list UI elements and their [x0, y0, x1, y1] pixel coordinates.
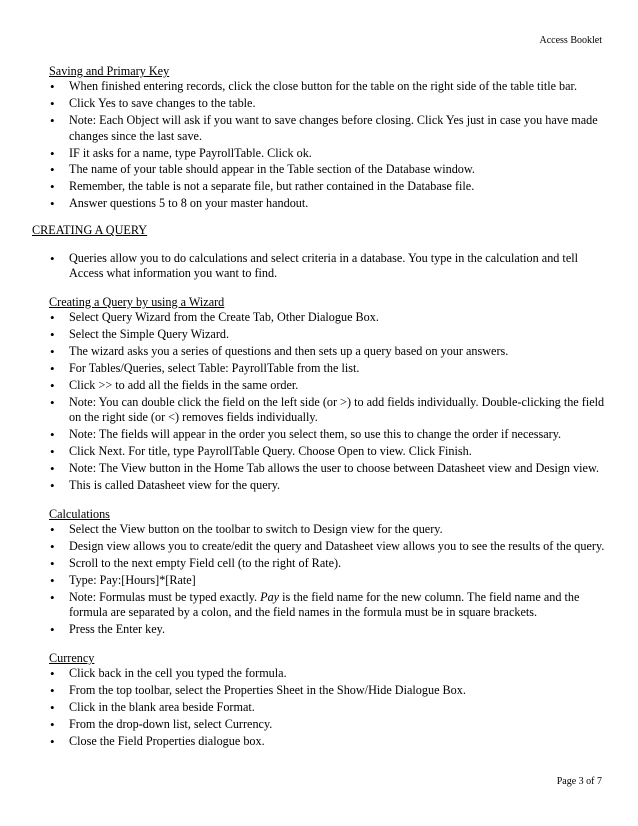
list-item: • Queries allow you to do calculations and select criteria in a database. You type in the calculation and tell Access what information you want to find.	[49, 251, 607, 282]
note-suffix: is the field name for the new column. The field name and the formula are separated by a colon, and the field names in the formula must be in square brackets.	[69, 589, 580, 620]
wizard-title: Creating a Query by using a Wizard	[49, 294, 225, 309]
note-prefix: Note: Formulas must be typed exactly.	[69, 589, 261, 604]
list-item: • Click Next. For title, type PayrollTable Query. Choose Open to view. Click Finish.	[49, 444, 607, 459]
creating-list	[49, 251, 607, 282]
list-item: • Remember, the table is not a separate file, but rather contained in the Database file.	[49, 179, 607, 194]
currency-title: Currency	[49, 651, 95, 665]
wizard-section	[49, 295, 607, 493]
page-content	[32, 64, 607, 751]
list-item: • Select the View button on the toolbar to switch to Design view for the query.	[49, 522, 607, 537]
list-item: • This is called Datasheet view for the query.	[49, 478, 607, 493]
list-item: • Select the Simple Query Wizard.	[49, 327, 607, 342]
list-item: • Click in the blank area beside Format.	[49, 700, 607, 715]
list-item: • Press the Enter key.	[49, 622, 607, 637]
list-item: • Note: The View button in the Home Tab allows the user to choose between Datasheet view and Design view.	[49, 461, 607, 476]
list-item: • Note: The fields will appear in the order you select them, so use this to change the order if necessary.	[49, 427, 607, 442]
page-footer: Page 3 of 7	[556, 776, 602, 787]
list-item: • Note: You can double click the field on the left side (or >) to add fields individually. Double-clicking the field on the right side (or <) removes fields individually.	[49, 395, 607, 426]
list-item: • The name of your table should appear in the Table section of the Database window.	[49, 162, 607, 177]
list-item: • When finished entering records, click the close button for the table on the right side of the table title bar.	[49, 79, 607, 94]
list-item: • Click >> to add all the fields in the same order.	[49, 378, 607, 393]
list-item: • From the drop-down list, select Currency.	[49, 717, 607, 732]
list-item: • Answer questions 5 to 8 on your master handout.	[49, 196, 607, 211]
list-item: • Design view allows you to create/edit the query and Datasheet view allows you to see the results of the query.	[49, 539, 607, 554]
wizard-list	[49, 310, 607, 493]
currency-list	[49, 666, 607, 749]
calculations-section	[49, 507, 607, 638]
page-header: Access Booklet	[539, 35, 602, 46]
list-item: • Close the Field Properties dialogue box.	[49, 734, 607, 749]
saving-title: Saving and Primary Key	[49, 64, 170, 78]
list-item: • The wizard asks you a series of questions and then sets up a query based on your answers.	[49, 344, 607, 359]
list-item-note	[49, 590, 607, 621]
list-item: • Click Yes to save changes to the table.	[49, 96, 607, 111]
list-item: • From the top toolbar, select the Properties Sheet in the Show/Hide Dialogue Box.	[49, 683, 607, 698]
calculations-title: Calculations	[49, 506, 110, 521]
currency-section	[49, 651, 607, 749]
creating-section	[49, 251, 607, 282]
saving-section	[49, 64, 607, 212]
list-item: • Note: Each Object will ask if you want to save changes before closing. Click Yes just in case you have made changes since the last save.	[49, 113, 607, 144]
list-item: • Type: Pay:[Hours]*[Rate]	[49, 573, 607, 588]
calculations-list	[49, 522, 607, 637]
list-item: • Scroll to the next empty Field cell (to the right of Rate).	[49, 556, 607, 571]
list-item: • For Tables/Queries, select Table: PayrollTable from the list.	[49, 361, 607, 376]
creating-query-heading: CREATING A QUERY	[32, 223, 148, 238]
saving-list	[49, 79, 607, 211]
list-item: • Click back in the cell you typed the formula.	[49, 666, 607, 681]
list-item: • Select Query Wizard from the Create Tab, Other Dialogue Box.	[49, 310, 607, 325]
note-italic: Pay	[260, 589, 280, 604]
list-item: • IF it asks for a name, type PayrollTable. Click ok.	[49, 146, 607, 161]
